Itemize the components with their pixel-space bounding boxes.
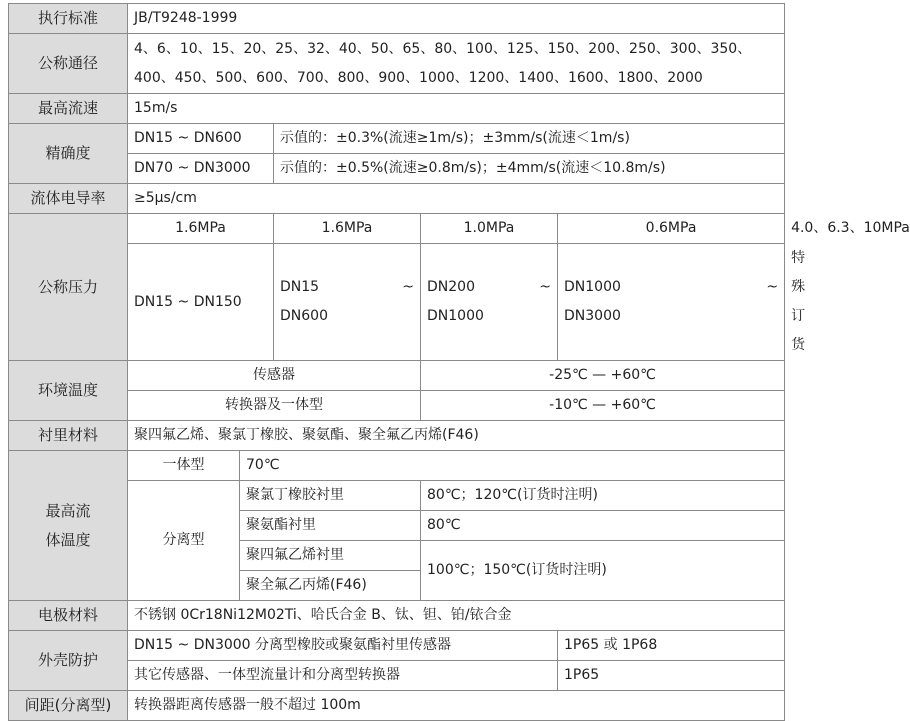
housing-condition-2: 其它传感器、一体型流量计和分离型转换器 [128,661,558,691]
housing-value-2: 1P65 [558,661,785,691]
pressure-dn-3 [421,244,558,361]
value-distance: 转换器距离传感器一般不超过 100m [128,691,785,721]
pressure-4: 0.6MPa [558,214,785,244]
pressure-dn-1: DN15 ~ DN150 [128,244,274,361]
maxtemp-material-1: 聚氯丁橡胶衬里 [240,481,421,511]
label-standard: 执行标准 [9,4,128,34]
ambient-sensor: 传感器 [128,361,421,391]
accuracy-range-2: DN70 ~ DN3000 [128,154,274,184]
label-distance: 间距(分离型) [9,691,128,721]
row-standard [9,4,785,34]
pressure-dn-3-to: DN1000 [427,308,484,324]
ambient-converter-range: -10℃ — +60℃ [421,391,785,421]
accuracy-value-2: 示值的：±0.5%(流速≥0.8m/s)；±4mm/s(流速＜10.8m/s) [274,154,785,184]
row-electrode [9,601,785,631]
maxtemp-material-4: 聚全氟乙丙烯(F46) [240,571,421,601]
row-velocity [9,94,785,124]
label-maxtemp [9,451,128,601]
value-conductivity: ≥5μs/cm [128,184,785,214]
row-accuracy-1 [9,124,785,154]
diameter-line-2: 400、450、500、600、700、800、900、1000、1200、1400、1600、1800、2000 [134,69,703,86]
pressure-dn-2-to: DN600 [280,308,328,324]
pressure-dn-2-tilde: ~ [402,279,414,295]
maxtemp-integral-value: 70℃ [240,451,785,481]
label-diameter: 公称通径 [9,34,128,94]
label-maxtemp-line-1: 最高流 [45,501,91,520]
label-housing: 外壳防护 [9,631,128,691]
maxtemp-material-34-value: 100℃；150℃(订货时注明) [421,541,785,601]
ambient-sensor-range: -25℃ — +60℃ [421,361,785,391]
row-diameter [9,34,785,94]
pressure-dn-3-tilde: ~ [539,279,551,295]
accuracy-range-1: DN15 ~ DN600 [128,124,274,154]
pressure-1: 1.6MPa [128,214,274,244]
row-maxtemp-1 [9,451,785,481]
spec-table [8,3,910,721]
row-ambient-1 [9,361,785,391]
pressure-2: 1.6MPa [274,214,421,244]
value-diameter [128,34,785,94]
maxtemp-material-1-value: 80℃；120℃(订货时注明) [421,481,785,511]
label-accuracy: 精确度 [9,124,128,184]
value-electrode: 不锈钢 0Cr18Ni12M02Ti、哈氏合金 B、钛、钽、铂/铱合金 [128,601,785,631]
row-housing-1 [9,631,785,661]
pressure-3: 1.0MPa [421,214,558,244]
housing-condition-1: DN15 ~ DN3000 分离型橡胶或聚氨酯衬里传感器 [128,631,558,661]
pressure-dn-2 [274,244,421,361]
ambient-converter: 转换器及一体型 [128,391,421,421]
maxtemp-material-2-value: 80℃ [421,511,785,541]
maxtemp-integral: 一体型 [128,451,240,481]
pressure-dn-4-from: DN1000 [564,279,621,295]
label-electrode: 电极材料 [9,601,128,631]
row-conductivity [9,184,785,214]
row-lining [9,421,785,451]
label-conductivity: 流体电导率 [9,184,128,214]
maxtemp-separate: 分离型 [128,481,240,601]
pressure-dn-3-from: DN200 [427,279,475,295]
value-velocity: 15m/s [128,94,785,124]
pressure-dn-2-from: DN15 [280,279,320,295]
pressure-dn-4-tilde: ~ [766,279,779,295]
maxtemp-material-3: 聚四氟乙烯衬里 [240,541,421,571]
pressure-dn-4 [558,244,785,361]
label-ambient: 环境温度 [9,361,128,421]
value-standard: JB/T9248-1999 [128,4,785,34]
row-pressure-1: 公称压力 1.6MPa 1.6MPa 1.0MPa 0.6MPa 4.0、6.3、10MPa [9,214,785,244]
pressure-dn-4-to: DN3000 [564,308,621,324]
label-maxtemp-line-2: 体温度 [45,530,91,549]
housing-value-1: 1P65 或 1P68 [558,631,785,661]
label-pressure: 公称压力 [9,214,128,361]
value-lining: 聚四氟乙烯、聚氯丁橡胶、聚氨酯、聚全氟乙丙烯(F46) [128,421,785,451]
diameter-line-1: 4、6、10、15、20、25、32、40、50、65、80、100、125、150、200、250、300、350、 [134,40,752,57]
label-lining: 衬里材料 [9,421,128,451]
accuracy-value-1: 示值的：±0.3%(流速≥1m/s)；±3mm/s(流速＜1m/s) [274,124,785,154]
label-velocity: 最高流速 [9,94,128,124]
row-distance [9,691,785,721]
row-pressure-2: DN15 ~ DN150 DN15 ~ DN600 DN200 ~ DN1000 DN1000 ~ DN3000 特殊订货 [9,244,785,361]
maxtemp-material-2: 聚氨酯衬里 [240,511,421,541]
